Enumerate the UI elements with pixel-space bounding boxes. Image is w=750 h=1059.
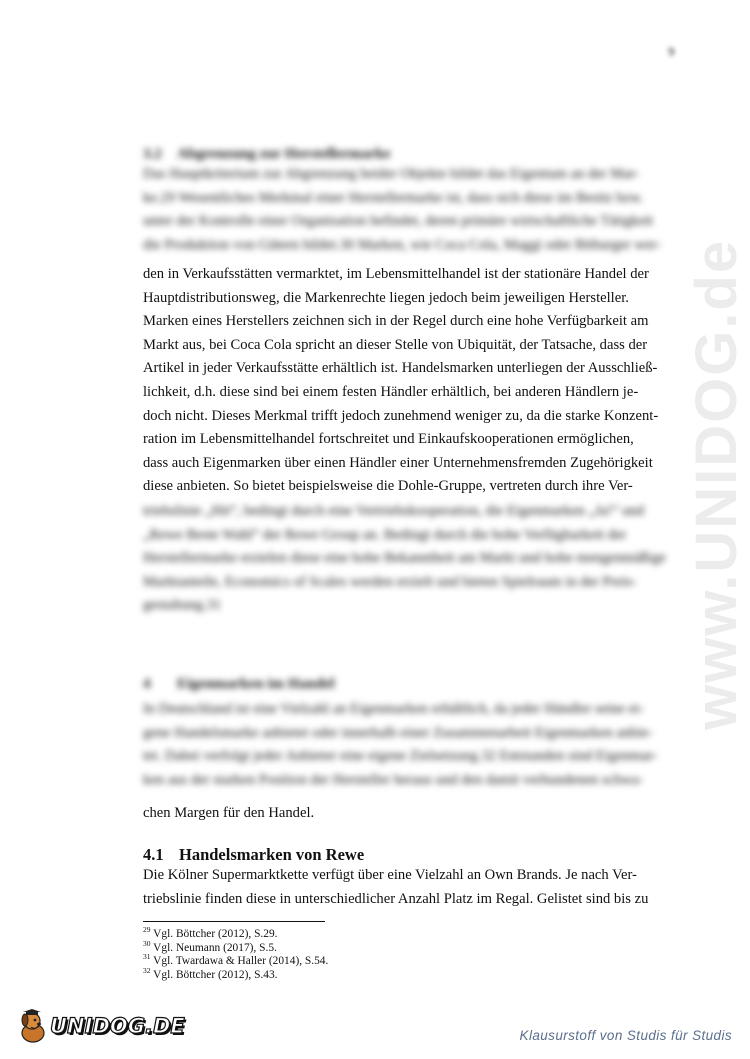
footnote — [143, 965, 328, 983]
text-line: diese anbieten. So bietet beispielsweise die Dohle-Gruppe, vertreten durch ihre Ver- — [143, 478, 633, 495]
text-line: ke.29 Wesentliches Merkmal einer Herstellermarke ist, dass sich diese im Besitz bzw. — [143, 189, 644, 206]
footnote-number: 31 — [143, 952, 151, 962]
section-title: Eigenmarken im Handel — [177, 676, 335, 692]
footnote — [143, 938, 328, 956]
footnote-text: Vgl. Böttcher (2012), S.43. — [153, 968, 278, 981]
logo-text: UNIDOG.DE — [50, 1014, 185, 1038]
footnote-number: 30 — [143, 938, 151, 948]
text-line: Das Hauptkriterium zur Abgrenzung beider Objekte bildet das Eigentum an der Mar- — [143, 166, 640, 182]
footnote-number: 29 — [143, 925, 151, 935]
dog-mascot-icon — [18, 1009, 48, 1043]
section-4-blurred-paragraph — [143, 698, 678, 792]
footnote-text: Vgl. Twardawa & Haller (2014), S.54. — [153, 955, 329, 967]
text-line: chen Margen für den Handel. — [143, 805, 315, 821]
text-line: Die Kölner Supermarktkette verfügt über eine Vielzahl an Own Brands. Je nach Ver- — [143, 867, 637, 883]
text-line: die Produktion von Gütern bildet.30 Marken, wie Coca Cola, Maggi oder Bitburger wer- — [143, 236, 661, 253]
footnote-text: Vgl. Böttcher (2012), S.29. — [153, 928, 278, 940]
footnote-separator — [143, 921, 325, 922]
section-title: Handelsmarken von Rewe — [179, 845, 365, 864]
footnote-number: 32 — [143, 965, 151, 975]
text-line: Herstellermarke erzielen diese eine hohe Bekanntheit am Markt und hohe mengenmäßige — [143, 550, 666, 567]
section-3-2-blurred-paragraph — [143, 163, 678, 257]
text-line: dass auch Eigenmarken über einen Händler einer Unternehmensfremden Zugehörigkeit — [143, 454, 653, 471]
text-line: In Deutschland ist eine Vielzahl an Eigenmarken erhältlich, da jeder Händler seine ei- — [143, 701, 644, 717]
text-line: unter der Kontrolle einer Organisation befindet, deren primäre wirtschaftliche Tätigkeit — [143, 213, 654, 230]
section-3-2-blurred-tail — [143, 500, 678, 618]
text-line: Marken eines Herstellers zeichnen sich in der Regel durch eine hohe Verfügbarkeit am — [143, 313, 649, 330]
section-4-1-paragraph — [143, 864, 678, 911]
section-number: 3.2 — [143, 146, 162, 162]
page-number: 9 — [668, 44, 675, 59]
unidog-logo[interactable] — [18, 1008, 185, 1044]
text-line: Markt aus, bei Coca Cola spricht an dieser Stelle von Ubiquität, der Tatsache, dass der — [143, 336, 648, 353]
section-4-heading — [143, 673, 678, 697]
footnotes — [143, 925, 329, 982]
text-line: „Rewe Beste Wahl“ der Rewe Group an. Bedingt durch die hohe Verfügbarkeit der — [143, 526, 627, 543]
section-number: 4.1 — [143, 845, 164, 864]
text-line: doch nicht. Dieses Merkmal trifft jedoch zunehmend weniger zu, da die starke Konzent- — [143, 407, 659, 424]
section-3-2-sharp-paragraph — [143, 263, 678, 499]
footnote-text: Vgl. Neumann (2017), S.5. — [153, 941, 277, 954]
section-4-sharp-line — [143, 802, 678, 826]
text-line: Hauptdistributionsweg, die Markenrechte liegen jedoch beim jeweiligen Hersteller. — [143, 289, 629, 306]
text-line: ken aus der starken Position der Hersteller heraus und den damit verbundenen schwa- — [143, 771, 644, 788]
text-line: lichkeit, d.h. diese sind bei einem festen Händler erhältlich, bei anderen Händlern je- — [143, 383, 639, 400]
vertical-watermark: www.UNIDOG.de — [684, 238, 749, 730]
text-line: Marktanteile, Economics of Scales werden erzielt und bieten Spielraum in der Preis- — [143, 573, 637, 590]
text-line: ration im Lebensmittelhandel fortschreitet und Einkaufskooperationen ermöglichen, — [143, 431, 634, 448]
footnote — [143, 952, 329, 969]
text-line: den in Verkaufsstätten vermarktet, im Lebensmittelhandel ist der stationäre Handel der — [143, 266, 649, 282]
text-line: Artikel in jeder Verkaufsstätte erhältlich ist. Handelsmarken unterliegen der Ausschließ- — [143, 360, 658, 377]
footnote — [143, 925, 328, 942]
text-line: gene Handelsmarke anbietet oder innerhalb einer Zusammenarbeit Eigenmarken anbie- — [143, 724, 653, 741]
text-line: triebslinie finden diese in unterschiedlicher Anzahl Platz im Regal. Gelistet sind bis zu — [143, 890, 649, 907]
section-number: 4 — [143, 676, 151, 692]
text-line: triebslinie „Hit“, bedingt durch eine Vertriebskooperation, die Eigenmarken „Ja!“ und — [143, 503, 645, 519]
section-title: Abgrenzung zur Herstellermarke — [177, 146, 391, 162]
text-line: gestaltung.31 — [143, 597, 222, 614]
tagline: Klausurstoff von Studis für Studis — [519, 1028, 732, 1043]
text-line: tet. Dabei verfolgt jeder Anbieter eine eigene Zielsetzung.32 Entstanden sind Eigenmar- — [143, 748, 658, 765]
